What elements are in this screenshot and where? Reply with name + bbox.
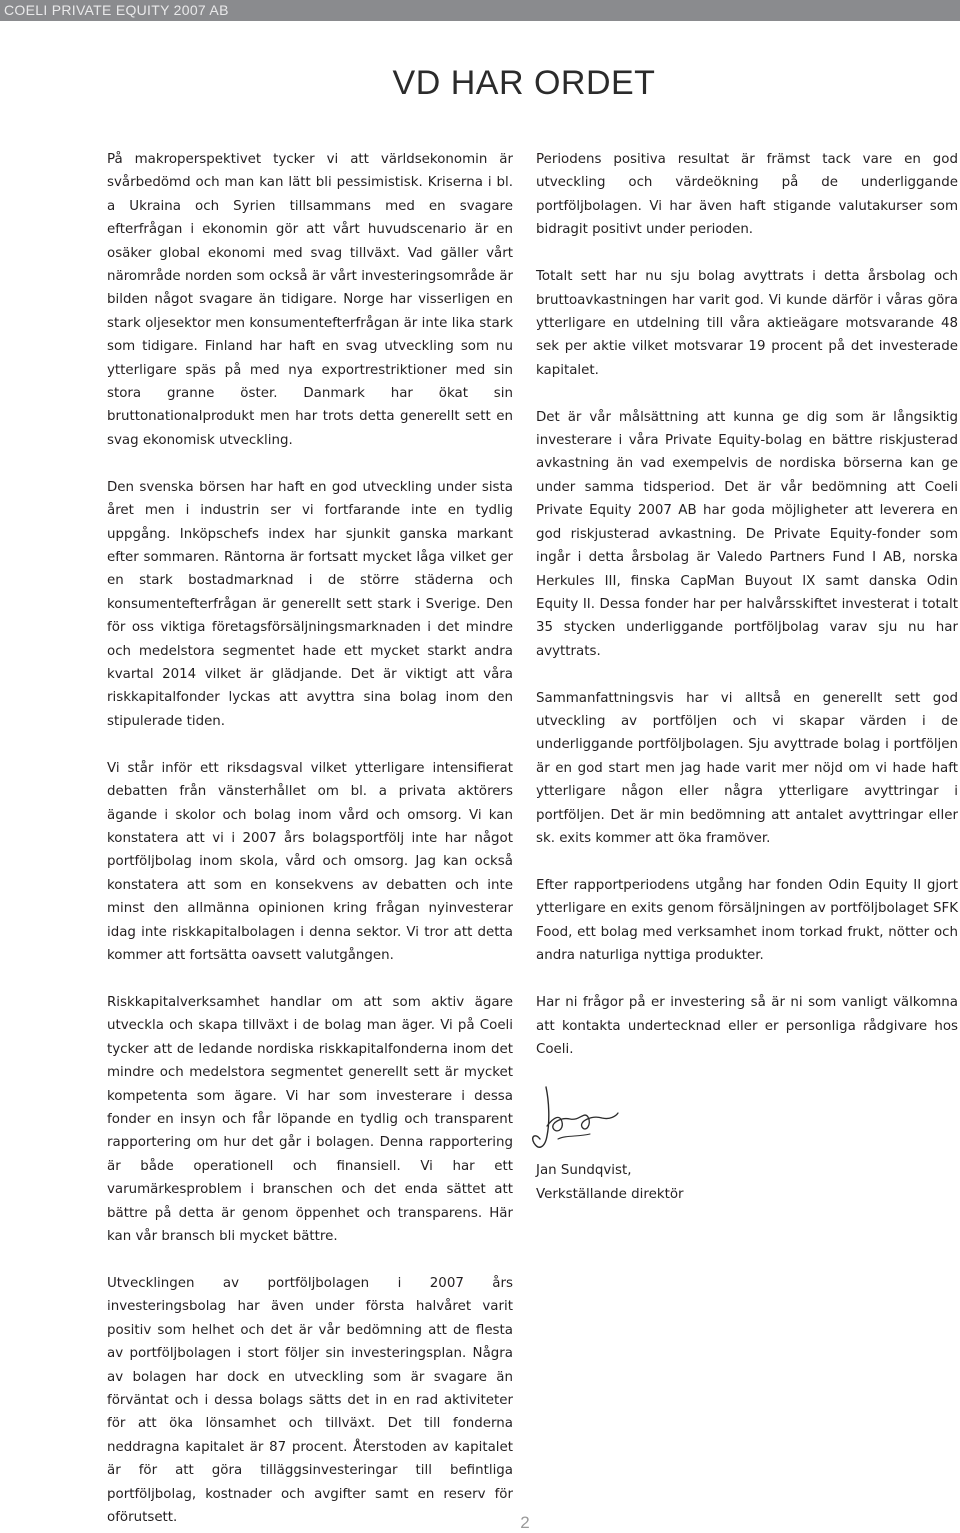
signer-name: Jan Sundqvist, — [536, 1163, 632, 1179]
paragraph: Riskkapitalverksamhet handlar om att som aktiv ägare utveckla och skapa tillväxt i de bolag man äger. Vi på Coeli tycker att de ledande nordiska riskkapitalfonderna inom det mindre och medelstora segmentet generellt sett är mycket kompetenta som ägare. Vi har som investerare i dessa fonder en insyn och får löpande en tydlig och transparent rapportering om hur det går i bolagen. Denna rapportering är både operationell och finansiell. Vi har ett varumärkesproblem i branschen och det enda sättet att bättre på detta är genom öppenhet och transparens. Här kan vår bransch bli mycket bättre. — [107, 994, 513, 1244]
paragraph: Har ni frågor på er investering så är ni som vanligt välkomna att kontakta undertecknad eller er personliga rådgivare hos Coeli. — [536, 995, 958, 1057]
page-number: 2 — [520, 1513, 530, 1532]
paragraph: Utvecklingen av portföljbolagen i 2007 års investeringsbolag har även under första halvåret varit positiv som helhet och det är vår bedömning att de flesta av portföljbolagen i stort följer sin investeringsplan. Några av bolagen har dock en utveckling som är svagare än förväntat och i dessa bolags sätts det in en rad aktiviteter för att öka lönsamhet och tillväxt. Det till fonderna neddragna kapitalet är 87 procent. Återstoden av kapitalet är för att göra tilläggsinvesteringar till befintliga portföljbolag, kostnader och avgifter samt en reserv för oförutsett. — [107, 1275, 513, 1525]
paragraph: Vi står inför ett riksdagsval vilket ytterligare intensifierat debatten från vänsterhållet om bl. a privata aktörers ägande i skolor och bolag inom vård och omsorg. Vi kan konstatera att vi i 2007 års bolagsportfölj inte har något portföljbolag inom skola, vård och omsorg. Jag kan också konstatera att som en konsekvens av debatten och inte minst den allmänna opinionen kring frågan nyinvesterar idag inte riskkapitalbolagen i denna sektor. Vi tror att detta kommer att fortsätta oavsett valutgången. — [107, 760, 513, 963]
paragraph: Efter rapportperiodens utgång har fonden Odin Equity II gjort ytterligare en exits genom försäljningen av portföljbolaget SFK Food, ett bolag med verksamhet inom torkad frukt, nötter och andra naturliga nyttiga produkter. — [536, 877, 958, 964]
paragraph: Det är vår målsättning att kunna ge dig som är långsiktig investerare i våra Private Equity-bolag en bättre riskjusterad avkastning än vad exempelvis de nordiska börserna kan ge under samma tidsperiod. Det är vår bedömning att Coeli Private Equity 2007 AB har goda möjligheter att leverera en god riskjusterad avkastning. De Private Equity-fonder som ingår i detta årsbolag är Valedo Partners Fund I AB, norska Herkules III, finska CapMan Buyout IX samt danska Odin Equity II. Dessa fonder har per halvårsskiftet investerat i totalt 35 stycken underliggande portföljbolag varav sju nu har avyttrats. — [536, 409, 958, 659]
signature-block — [536, 1081, 958, 1159]
paragraph: På makroperspektivet tycker vi att världsekonomin är svårbedömd och man kan lätt bli pessimistisk. Kriserna i bl. a Ukraina och Syrien tillsammans med en svagare efterfrågan i ekonomin gör att vårt huvudscenario är en osäker global ekonomi med svag tillväxt. Vad gäller vårt närområde norden som också är vårt investeringsområde är bilden något svagare än tidigare. Norge har visserligen en stark oljesektor men konsumentefterfrågan är inte lika stark som tidigare. Finland har haft en svag utveckling som nu ytterligare späs på med nya exportrestriktioner med sin stora granne öster. Danmark har ökat sin bruttonationalprodukt men har trots detta generellt sett en svag ekonomisk utveckling. — [107, 152, 513, 448]
paragraph: Sammanfattningsvis har vi alltså en generellt sett god utveckling av portföljen och vi skapar värden i de underliggande portföljbolagen. Sju avyttrade bolag i portföljen är en god start men jag hade varit mer nöjd om vi hade haft ytterligare någon eller några ytterligare avyttringar i portföljen. Det är min bedömning att antalet avyttringar eller sk. exits kommer att öka framöver. — [536, 690, 958, 847]
left-column — [107, 148, 513, 1529]
page-title: VD HAR ORDET — [392, 64, 656, 102]
header-bar — [0, 0, 960, 21]
paragraph: Totalt sett har nu sju bolag avyttrats i detta årsbolag och bruttoavkastningen har varit god. Vi kunde därför i våras göra ytterligare en utdelning till våra aktieägare motsvarande 48 sek per aktie vilket motsvarar 19 procent på det investerade kapitalet. — [536, 269, 958, 378]
handwritten-signature — [530, 1081, 620, 1161]
paragraph: Den svenska börsen har haft en god utveckling under sista året men i industrin ser vi fortfarande inte en tydlig uppgång. Inköpschefs index har sjunkit ganska markant efter sommaren. Räntorna är fortsatt mycket låga vilket ger en stark bostadmarknad i de större städerna och konsumentefterfrågan är generellt sett stark i Sverige. Den för oss viktiga företagsförsäljningsmarknaden i det mindre och medelstora segmentet hade ett mycket starkt andra kvartal 2014 vilket är glädjande. Det är viktigt att våra riskkapitalfonder lyckas att avyttra sina bolag inom den stipulerade tiden. — [107, 479, 513, 729]
right-column — [536, 148, 958, 1206]
signer-title: Verkställande direktör — [536, 1186, 684, 1202]
paragraph: Periodens positiva resultat är främst tack vare en god utveckling och värdeökning på de underliggande portföljbolagen. Vi har även haft stigande valutakurser som bidragit positivt under perioden. — [536, 152, 958, 238]
header-company-name: COELI PRIVATE EQUITY 2007 AB — [4, 2, 229, 18]
